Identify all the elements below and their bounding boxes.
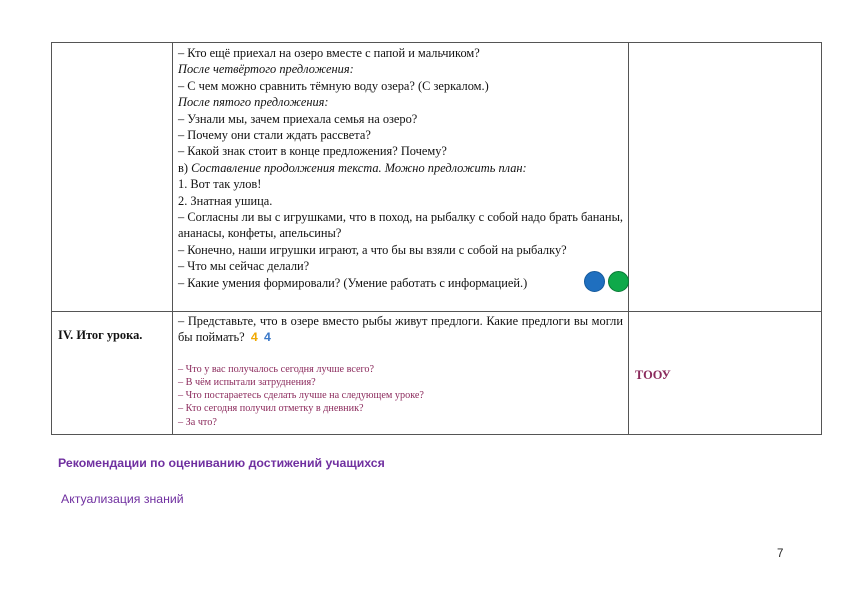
content-text xyxy=(173,312,628,429)
reflection-question: – Что постараетесь сделать лучше на следующем уроке? xyxy=(178,390,424,402)
number-orange: 4 xyxy=(250,330,258,345)
reflection-question: – За что? xyxy=(178,416,217,428)
stage-cell-empty xyxy=(52,43,173,312)
blue-circle-marker xyxy=(584,271,605,292)
right-cell xyxy=(629,312,822,435)
section-label: Актуализация знаний xyxy=(61,492,184,506)
reflection-question: – Что у вас получалось сегодня лучше всего? xyxy=(178,363,375,375)
reflection-question: – Кто сегодня получил отметку в дневник? xyxy=(178,403,364,415)
question-text: – Представьте, что в озере вместо рыбы живут предлоги. Какие предлоги вы могли бы поймать? xyxy=(178,314,623,345)
right-cell-empty xyxy=(629,43,822,312)
content-text xyxy=(173,43,628,291)
table-row xyxy=(52,312,822,435)
reflection-question: – В чём испытали затруднения? xyxy=(178,377,316,389)
line: 2. Знатная ушица. xyxy=(178,193,273,208)
line-italic: После пятого предложения: xyxy=(178,95,329,110)
plan-line xyxy=(178,160,623,176)
stage-title: IV. Итог урока. xyxy=(58,328,143,342)
plan-italic: Составление продолжения текста. Можно предложить план: xyxy=(191,160,527,175)
line: – Что мы сейчас делали? xyxy=(178,259,310,274)
content-cell xyxy=(173,312,629,435)
content-cell xyxy=(173,43,629,312)
table-row xyxy=(52,43,822,312)
line: – Почему они стали ждать рассвета? xyxy=(178,128,371,143)
recommendations-heading: Рекомендации по оцениванию достижений учащихся xyxy=(58,456,385,470)
stage-cell xyxy=(52,312,173,435)
green-circle-marker xyxy=(608,271,629,292)
line: – С чем можно сравнить тёмную воду озера? (С зеркалом.) xyxy=(178,78,489,93)
line: – Какой знак стоит в конце предложения? Почему? xyxy=(178,144,447,159)
line-italic: После четвёртого предложения: xyxy=(178,62,354,77)
line: 1. Вот так улов! xyxy=(178,177,262,192)
assessment-label: ТООУ xyxy=(635,368,671,382)
line: – Какие умения формировали? (Умение работать с информацией.) xyxy=(178,275,528,290)
line: – Кто ещё приехал на озеро вместе с папой и мальчиком? xyxy=(178,46,480,60)
line: – Согласны ли вы с игрушками, что в поход, на рыбалку с собой надо брать бананы, ананасы, конфеты, апельсины? xyxy=(178,210,623,241)
question xyxy=(178,312,623,346)
line: – Узнали мы, зачем приехала семья на озеро? xyxy=(178,111,418,126)
number-blue: 4 xyxy=(264,330,271,345)
page-number: 7 xyxy=(777,548,784,560)
line: – Конечно, наши игрушки играют, а что бы вы взяли с собой на рыбалку? xyxy=(178,242,567,257)
lesson-table xyxy=(51,42,822,435)
plan-prefix: в) xyxy=(178,160,192,175)
